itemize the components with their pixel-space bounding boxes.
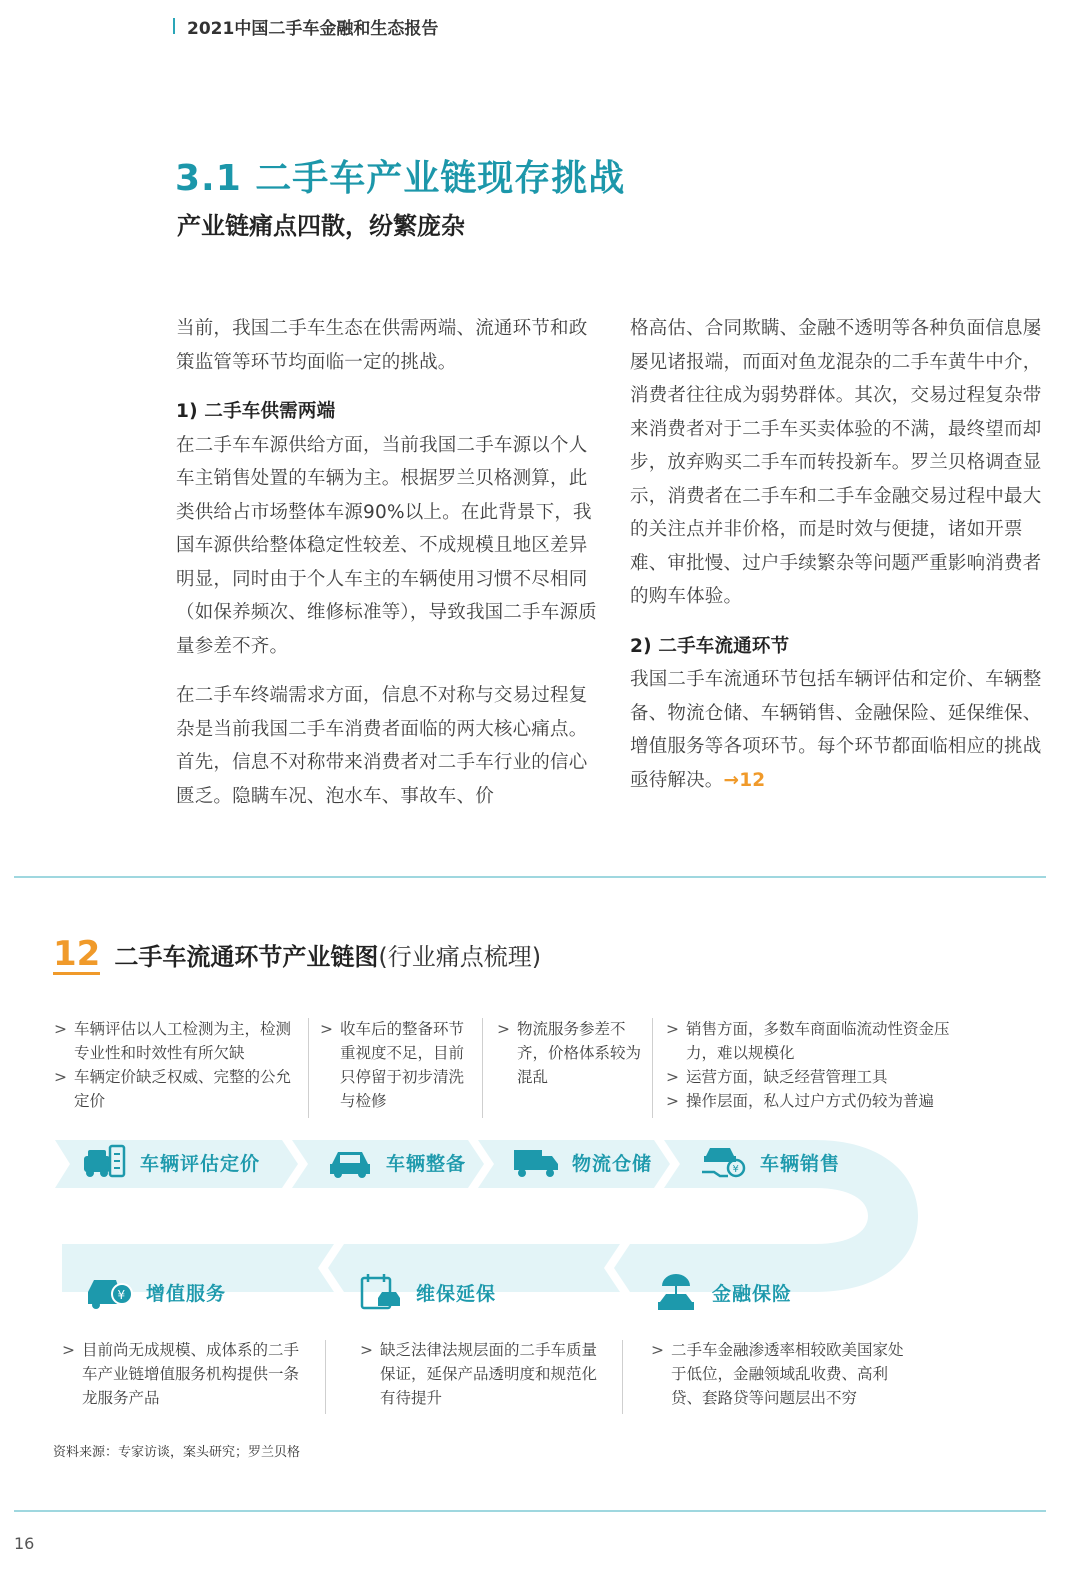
pain-item: > 运营方面，缺乏经营管理工具: [666, 1065, 966, 1089]
pain-item: > 车辆定价缺乏权威、完整的公允定价: [54, 1065, 300, 1113]
column-divider: [652, 1018, 653, 1118]
header-accent-bar: [173, 18, 175, 34]
pain-item: > 销售方面，多数车商面临流动性资金压力，难以规模化: [666, 1017, 966, 1065]
stage-label: 维保延保: [416, 1282, 497, 1305]
column-divider: [325, 1340, 326, 1414]
car-icon: [326, 1142, 374, 1182]
demand-paragraph-part2: 格高估、合同欺瞒、金融不透明等各种负面信息屡屡见诸报端，而面对鱼龙混杂的二手车黄牛中介，消费者往往成为弱势群体。其次，交易过程复杂带来消费者对于二手车买卖体验的不满，最终望而却步，放弃购买二手车而转投新车。罗兰贝格调查显示，消费者在二手车和二手车金融交易过程中最大的关注点并非价格，而是时效与便捷，诸如开票难、审批慢、过户手续繁杂等问题严重影响消费者的购车体验。: [630, 318, 1042, 607]
stage-logistics: [512, 1142, 652, 1182]
stage-label: 车辆销售: [760, 1152, 841, 1175]
stage-label: 车辆整备: [386, 1152, 467, 1175]
top-divider: [14, 876, 1046, 878]
pain-sales: [666, 1017, 966, 1113]
stage-warranty: [356, 1272, 496, 1312]
pain-item: > 目前尚无成规模、成体系的二手车产业链增值服务机构提供一条龙服务产品: [62, 1338, 306, 1410]
stage-finance-insurance: [652, 1272, 792, 1312]
umbrella-car-icon: [652, 1272, 700, 1312]
figure-number: 12: [53, 934, 101, 974]
body-column-right: [630, 312, 1060, 813]
calendar-car-icon: [356, 1272, 404, 1312]
subheading-supply-demand: 1) 二手车供需两端: [176, 401, 336, 422]
pain-value-added: [62, 1338, 306, 1410]
stage-label: 金融保险: [712, 1282, 793, 1305]
report-title: 2021中国二手车金融和生态报告: [187, 18, 439, 39]
car-sale-icon: [700, 1142, 748, 1182]
section-subtitle: 产业链痛点四散，纷繁庞杂: [177, 212, 465, 240]
pain-logistics: [497, 1017, 643, 1089]
car-money-icon: [86, 1272, 134, 1312]
svg-text:¥: ¥: [732, 1164, 739, 1175]
figure-source: 资料来源：专家访谈，案头研究；罗兰贝格: [53, 1445, 301, 1460]
pain-preparation: [320, 1017, 470, 1113]
stage-evaluation: [80, 1142, 260, 1182]
car-evaluation-icon: [80, 1142, 128, 1182]
section-title: 3.1 二手车产业链现存挑战: [175, 158, 626, 199]
circulation-paragraph: 我国二手车流通环节包括车辆评估和定价、车辆整备、物流仓储、车辆销售、金融保险、延保维保、增值服务等各项环节。每个环节都面临相应的挑战亟待解决。→12: [630, 669, 1042, 791]
pain-item: > 缺乏法律法规层面的二手车质量保证，延保产品透明度和规范化有待提升: [360, 1338, 600, 1410]
stage-preparation: [326, 1142, 466, 1182]
figure-title: [53, 936, 541, 975]
stage-value-added: [86, 1272, 226, 1312]
bottom-divider: [14, 1510, 1046, 1512]
stage-label: 车辆评估定价: [140, 1152, 261, 1175]
intro-paragraph: 当前，我国二手车生态在供需两端、流通环节和政策监管等环节均面临一定的挑战。: [176, 318, 588, 373]
figure-name: 二手车流通环节产业链图: [114, 943, 379, 971]
body-column-left: [176, 312, 604, 829]
stage-label: 物流仓储: [572, 1152, 653, 1175]
svg-text:¥: ¥: [117, 1288, 126, 1302]
pain-finance: [651, 1338, 913, 1410]
pain-item: > 二手车金融渗透率相较欧美国家处于低位，金融领域乱收费、高利贷、套路贷等问题层出不穷: [651, 1338, 913, 1410]
column-divider: [622, 1340, 623, 1414]
subheading-circulation: 2) 二手车流通环节: [630, 635, 790, 657]
pain-evaluation: [54, 1017, 300, 1113]
pain-item: > 收车后的整备环节重视度不足，目前只停留于初步清洗与检修: [320, 1017, 470, 1113]
demand-paragraph-part1: 在二手车终端需求方面，信息不对称与交易过程复杂是当前我国二手车消费者面临的两大核心痛点。首先，信息不对称带来消费者对二手车行业的信心匮乏。隐瞒车况、泡水车、事故车、价: [176, 685, 588, 807]
pain-item: > 物流服务参差不齐，价格体系较为混乱: [497, 1017, 643, 1089]
column-divider: [308, 1018, 309, 1118]
truck-icon: [512, 1142, 560, 1182]
pain-item: > 操作层面，私人过户方式仍较为普遍: [666, 1089, 966, 1113]
stage-label: 增值服务: [146, 1282, 227, 1305]
running-header: [173, 14, 438, 38]
column-divider: [482, 1018, 483, 1118]
pain-warranty: [360, 1338, 600, 1410]
stage-sales: [700, 1142, 840, 1182]
pain-item: > 车辆评估以人工检测为主，检测专业性和时效性有所欠缺: [54, 1017, 300, 1065]
supply-paragraph: 在二手车车源供给方面，当前我国二手车源以个人车主销售处置的车辆为主。根据罗兰贝格测算，此类供给占市场整体车源90%以上。在此背景下，我国车源供给整体稳定性较差、不成规模且地区差异明显，同时由于个人车主的车辆使用习惯不尽相同（如保养频次、维修标准等），导致我国二手车源质量参差不齐。: [176, 434, 597, 657]
figure-reference-link[interactable]: →12: [723, 769, 766, 791]
figure-note: (行业痛点梳理): [378, 943, 542, 971]
page-number: 16: [14, 1534, 35, 1553]
